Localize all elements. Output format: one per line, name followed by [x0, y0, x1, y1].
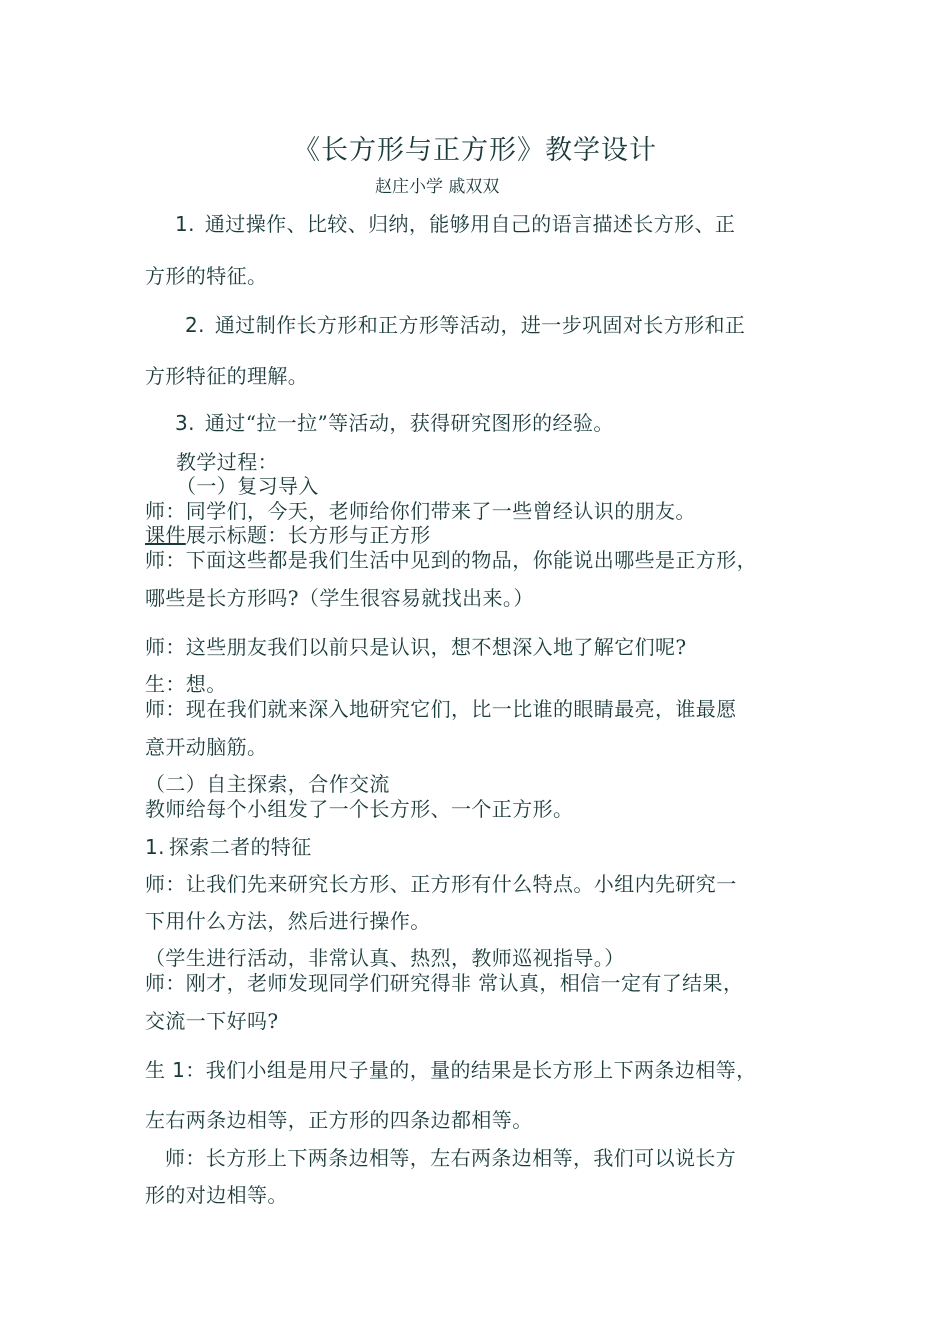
author-line: 赵庄小学 戚双双	[375, 177, 500, 197]
document-title: 《长方形与正方形》教学设计	[293, 135, 657, 166]
s2-line-1: 教师给每个小组发了一个长方形、一个正方形。	[145, 797, 574, 821]
s1-line-2	[145, 523, 431, 547]
s2-line-6a	[145, 1058, 757, 1082]
process-heading: 教学过程：	[176, 450, 278, 474]
s2-line-4: （学生进行活动，非常认真、热烈，教师巡视指导。）	[145, 946, 625, 970]
goal-2-continued: 方形特征的理解。	[145, 364, 309, 388]
s1-line-3b: 哪些是长方形吗?（学生很容易就找出来。）	[145, 586, 534, 610]
goal-3-number: 3.	[175, 411, 195, 435]
s1-line-1: 师：同学们，今天，老师给你们带来了一些曾经认识的朋友。	[145, 499, 696, 523]
goal-1-continued: 方形的特征。	[145, 264, 268, 288]
s1-line-6a: 师：现在我们就来深入地研究它们，比一比谁的眼睛最亮，谁最愿	[145, 697, 737, 721]
section-2-heading: （二）自主探索，合作交流	[145, 772, 390, 796]
s2-student-prefix: 生 1	[145, 1058, 186, 1082]
goal-1-text: 通过操作、比较、归纳，能够用自己的语言描述长方形、正	[204, 212, 736, 236]
s2-line-5a: 师：刚才，老师发现同学们研究得非 常认真，相信一定有了结果，	[145, 971, 744, 995]
s2-line-5b: 交流一下好吗?	[145, 1009, 279, 1033]
courseware-rest: 展示标题：长方形与正方形	[185, 523, 431, 547]
goal-2-number: 2.	[185, 313, 205, 337]
goal-1-number: 1.	[175, 212, 195, 236]
courseware-link[interactable]: 课件	[145, 523, 186, 547]
s1-line-4: 师：这些朋友我们以前只是认识，想不想深入地了解它们呢?	[145, 635, 687, 659]
goal-2	[185, 313, 745, 337]
goal-1	[175, 212, 735, 236]
goal-3	[175, 411, 614, 435]
s2-line-6a-text: ：我们小组是用尺子量的，量的结果是长方形上下两条边相等，	[185, 1058, 757, 1082]
goal-2-text: 通过制作长方形和正方形等活动，进一步巩固对长方形和正	[214, 313, 746, 337]
s2-sub-1	[145, 835, 312, 859]
s2-sub-1-number: 1.	[145, 835, 165, 859]
goal-3-text: 通过“拉一拉”等活动，获得研究图形的经验。	[204, 411, 614, 435]
s2-line-7b: 形的对边相等。	[145, 1183, 288, 1207]
s2-line-3a: 师：让我们先来研究长方形、正方形有什么特点。小组内先研究一	[145, 872, 737, 896]
s1-line-5: 生：想。	[145, 672, 227, 696]
s2-sub-1-text: 探索二者的特征	[168, 835, 312, 859]
s2-line-7a: 师：长方形上下两条边相等，左右两条边相等，我们可以说长方	[165, 1146, 737, 1170]
s2-line-3b: 下用什么方法，然后进行操作。	[145, 909, 431, 933]
s1-line-3a: 师：下面这些都是我们生活中见到的物品，你能说出哪些是正方形，	[145, 548, 757, 572]
section-1-heading: （一）复习导入	[176, 474, 319, 498]
s2-line-6b: 左右两条边相等，正方形的四条边都相等。	[145, 1108, 533, 1132]
s1-line-6b: 意开动脑筋。	[145, 735, 268, 759]
